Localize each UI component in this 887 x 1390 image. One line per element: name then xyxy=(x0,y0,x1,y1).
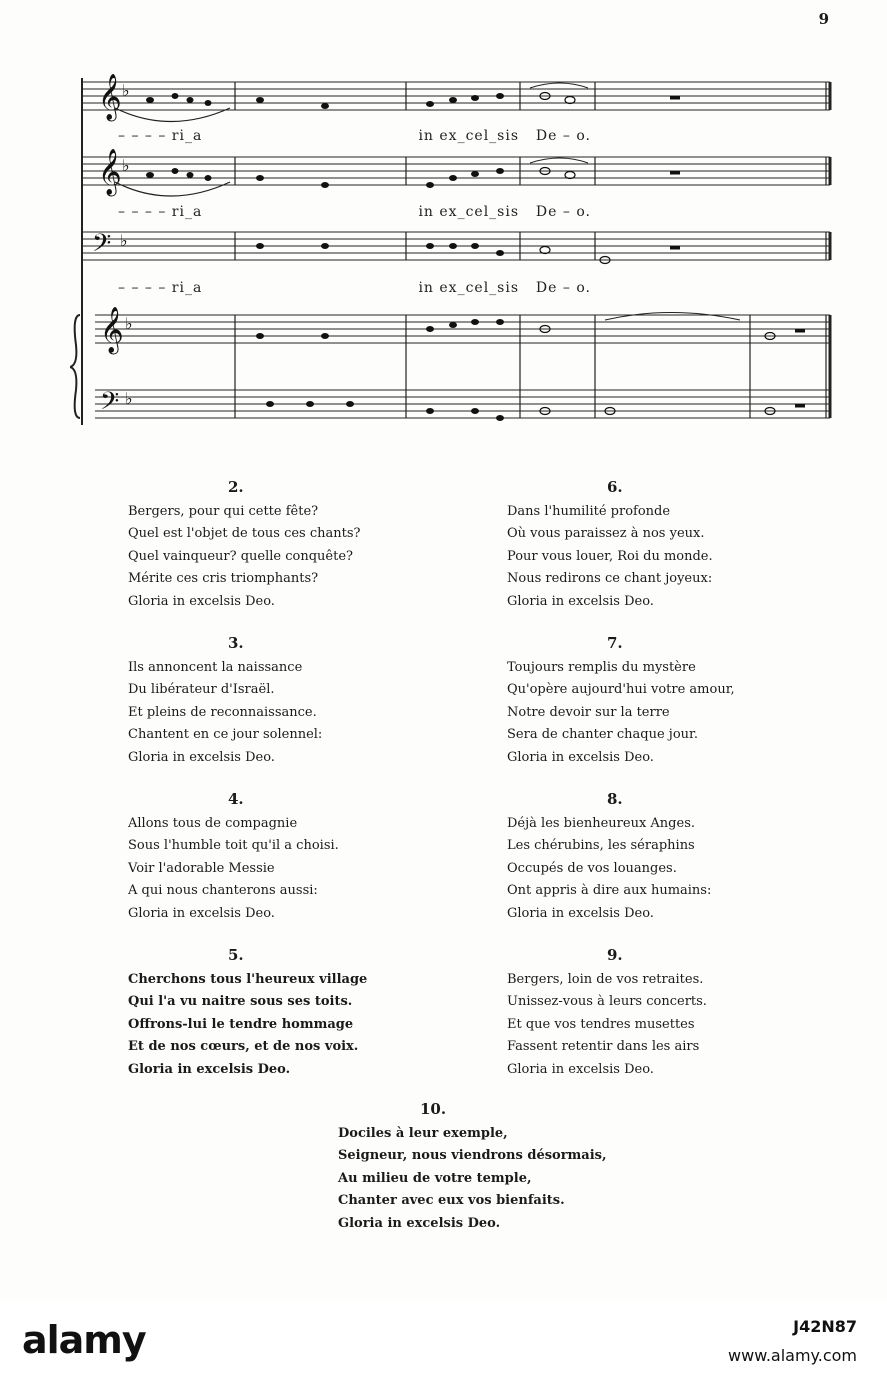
verse-4 xyxy=(128,788,428,925)
verse-line: Quel vainqueur? quelle conquête? xyxy=(128,548,353,564)
verse-number: 9. xyxy=(607,946,623,964)
verse-line: Seigneur, nous viendrons désormais, xyxy=(338,1148,607,1163)
verse-8 xyxy=(507,788,807,925)
verse-5 xyxy=(128,944,428,1081)
verse-line: Sera de chanter chaque jour. xyxy=(507,727,698,742)
lyric-syllables: in ex_cel_sis xyxy=(418,204,520,220)
verse-line: Offrons-lui le tendre hommage xyxy=(128,1016,354,1032)
svg-text:𝄢: 𝄢 xyxy=(100,387,120,422)
verse-line: Gloria in excelsis Deo. xyxy=(338,1215,501,1231)
verse-line: Qui l'a vu naitre sous ses toits. xyxy=(128,994,353,1009)
verse-line: A qui nous chanterons aussi: xyxy=(128,883,318,898)
verse-line: Chantent en ce jour solennel: xyxy=(128,727,323,742)
verse-line: Du libérateur d'Israël. xyxy=(128,682,275,697)
verse-line: Gloria in excelsis Deo. xyxy=(128,905,275,921)
verse-9 xyxy=(507,944,807,1081)
svg-text:𝄞: 𝄞 xyxy=(98,149,122,195)
staff-piano-bass xyxy=(95,390,830,418)
lyric-syllables: De – o. xyxy=(535,128,591,144)
verse-line: Pour vous louer, Roi du monde. xyxy=(507,548,713,564)
svg-text:𝄢: 𝄢 xyxy=(92,229,112,264)
verse-line: Mérite ces cris triomphants? xyxy=(128,571,319,586)
verse-line: Et que vos tendres musettes xyxy=(507,1016,695,1032)
svg-text:♭: ♭ xyxy=(120,231,128,250)
lyric-syllables: in ex_cel_sis xyxy=(418,128,520,144)
verse-line: Fassent retentir dans les airs xyxy=(507,1039,700,1054)
verse-line: Gloria in excelsis Deo. xyxy=(128,1061,291,1077)
verse-line: Quel est l'objet de tous ces chants? xyxy=(128,526,361,541)
verse-line: Cherchons tous l'heureux village xyxy=(128,971,368,987)
verse-line: Où vous paraissez à nos yeux. xyxy=(507,526,705,541)
verse-line: Dociles à leur exemple, xyxy=(338,1125,508,1141)
lyric-syllables: De – o. xyxy=(535,280,591,296)
lyric-syllables: – – – – ri_a xyxy=(118,280,203,296)
verse-line: Toujours remplis du mystère xyxy=(507,659,696,675)
verse-line: Voir l'adorable Messie xyxy=(128,860,275,876)
verse-line: Gloria in excelsis Deo. xyxy=(128,593,275,609)
verse-number: 3. xyxy=(228,634,244,652)
staff-alto xyxy=(82,157,830,185)
verse-line: Notre devoir sur la terre xyxy=(507,704,670,720)
verse-line: Au milieu de votre temple, xyxy=(338,1170,532,1186)
verse-line: Gloria in excelsis Deo. xyxy=(507,593,654,609)
site-url[interactable]: www.alamy.com xyxy=(728,1346,857,1365)
verse-line: Gloria in excelsis Deo. xyxy=(128,749,275,765)
brand-logo[interactable]: alamy xyxy=(22,1318,146,1362)
staff-piano-treble xyxy=(95,315,830,343)
lyric-syllables: De – o. xyxy=(535,204,591,220)
page-number: 9 xyxy=(818,10,829,28)
verse-number: 10. xyxy=(420,1100,447,1118)
verse-number: 2. xyxy=(228,478,244,496)
verse-line: Qu'opère aujourd'hui votre amour, xyxy=(507,682,735,697)
verse-3 xyxy=(128,632,428,769)
verse-7 xyxy=(507,632,807,769)
verse-line: Gloria in excelsis Deo. xyxy=(507,1061,654,1077)
verse-line: Déjà les bienheureux Anges. xyxy=(507,815,695,831)
image-id: J42N87 xyxy=(793,1317,857,1336)
verse-line: Ils annoncent la naissance xyxy=(128,659,303,675)
verse-line: Et pleins de reconnaissance. xyxy=(128,704,317,720)
verse-line: Unissez-vous à leurs concerts. xyxy=(507,994,707,1009)
verse-2 xyxy=(128,476,428,613)
verse-line: Gloria in excelsis Deo. xyxy=(507,749,654,765)
verse-6 xyxy=(507,476,807,613)
verse-line: Occupés de vos louanges. xyxy=(507,860,677,876)
lyric-line-alto xyxy=(118,204,591,220)
verse-line: Bergers, pour qui cette fête? xyxy=(128,503,319,519)
svg-text:♭: ♭ xyxy=(122,81,130,100)
verse-line: Ont appris à dire aux humains: xyxy=(507,883,712,898)
lyric-line-bass xyxy=(118,280,591,296)
verse-line: Et de nos cœurs, et de nos voix. xyxy=(128,1039,359,1054)
verse-line: Nous redirons ce chant joyeux: xyxy=(507,571,713,586)
verse-number: 7. xyxy=(607,634,623,652)
lyric-syllables: in ex_cel_sis xyxy=(418,280,520,296)
svg-text:♭: ♭ xyxy=(125,389,133,408)
verse-number: 6. xyxy=(607,478,623,496)
verse-line: Bergers, loin de vos retraites. xyxy=(507,971,704,987)
verse-number: 8. xyxy=(607,790,623,808)
verse-number: 5. xyxy=(228,946,244,964)
svg-text:𝄞: 𝄞 xyxy=(98,74,122,120)
verse-10 xyxy=(338,1098,638,1235)
lyric-line-soprano xyxy=(118,128,591,144)
verse-line: Allons tous de compagnie xyxy=(128,815,298,831)
svg-text:♭: ♭ xyxy=(125,314,133,333)
verse-number: 4. xyxy=(228,790,244,808)
verse-line: Chanter avec eux vos bienfaits. xyxy=(338,1193,565,1208)
staff-soprano xyxy=(82,82,830,110)
verse-line: Dans l'humilité profonde xyxy=(507,503,671,519)
lyric-syllables: – – – – ri_a xyxy=(118,204,203,220)
music-score xyxy=(70,60,840,440)
verse-line: Les chérubins, les séraphins xyxy=(507,838,695,853)
svg-text:𝄞: 𝄞 xyxy=(100,307,124,353)
verse-line: Gloria in excelsis Deo. xyxy=(507,905,654,921)
lyric-syllables: – – – – ri_a xyxy=(118,128,203,144)
svg-text:♭: ♭ xyxy=(122,156,130,175)
verse-line: Sous l'humble toit qu'il a choisi. xyxy=(128,838,339,853)
